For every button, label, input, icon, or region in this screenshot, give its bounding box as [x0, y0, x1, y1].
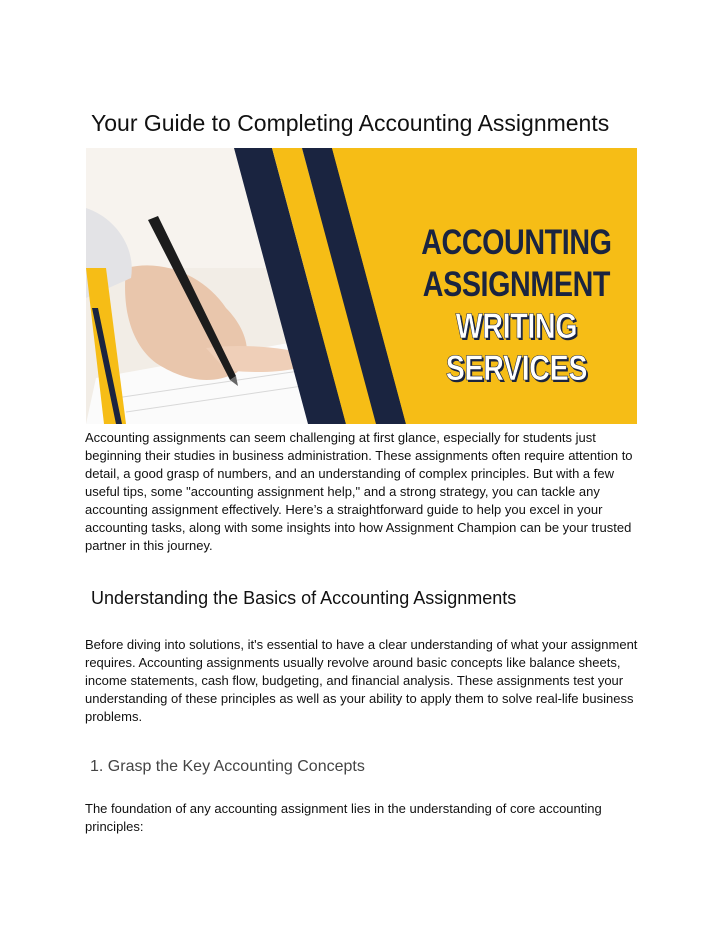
section-heading: Understanding the Basics of Accounting Assignments: [91, 588, 517, 608]
banner-line-2: ASSIGNMENT: [422, 265, 611, 304]
subsection-heading: 1. Grasp the Key Accounting Concepts: [90, 758, 365, 775]
banner-headline: [410, 222, 623, 390]
section-paragraph: Before diving into solutions, it's essential to have a clear understanding of what your assignment requires. Accounting assignments usually revolve around basic concepts like balance sheets, income statements, cash flow, budgeting, and financial analysis. These assignments test your understanding of these principles as well as your ability to apply them to solve real-life business problems.: [85, 637, 638, 724]
document-title: Your Guide to Completing Accounting Assignments: [91, 110, 610, 136]
banner-line-1: ACCOUNTING: [421, 223, 612, 262]
banner-line-3: WRITING SERVICES: [445, 307, 588, 388]
banner-image: [86, 148, 637, 424]
subsection-paragraph: The foundation of any accounting assignment lies in the understanding of core accounting principles:: [85, 801, 602, 834]
intro-paragraph: Accounting assignments can seem challenging at first glance, especially for students just beginning their studies in business administration. These assignments often require attention to detail, a good grasp of numbers, and an understanding of complex principles. But with a few useful tips, some "accounting assignment help," and a strong strategy, you can tackle any accounting assignment effectively. Here’s a straightforward guide to help you excel in your accounting tasks, along with some insights into how Assignment Champion can be your trusted partner in this journey.: [85, 430, 633, 553]
